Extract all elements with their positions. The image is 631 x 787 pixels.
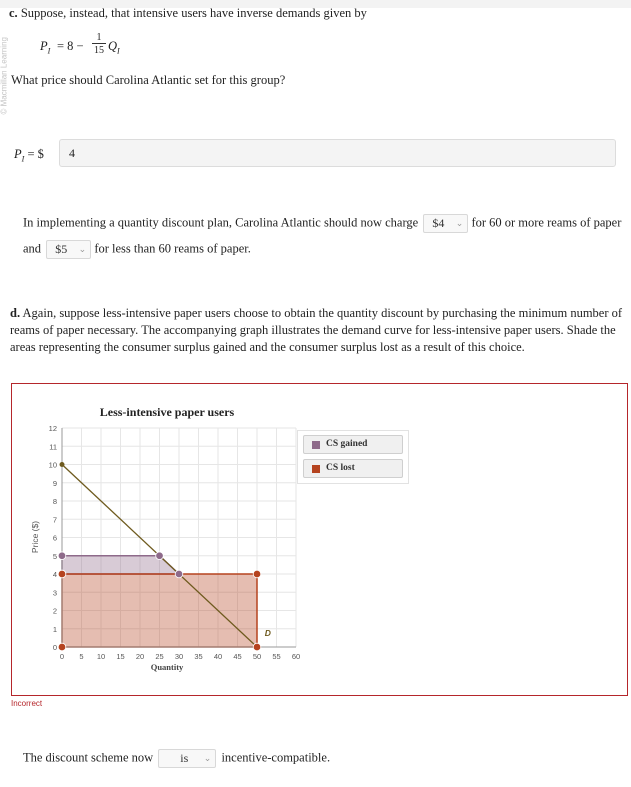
x-tick-label: 10	[96, 652, 106, 661]
part-d-label: d.	[10, 306, 21, 320]
chevron-down-icon: ⌄	[78, 244, 87, 254]
y-tick-label: 0	[52, 643, 57, 652]
incentive-sentence: The discount scheme now is ⌄ incentive-compatible.	[23, 749, 330, 768]
x-tick-label: 35	[194, 652, 203, 661]
part-c-question: What price should Carolina Atlantic set for this group?	[11, 73, 286, 87]
x-tick-label: 55	[272, 652, 281, 661]
x-tick-label: 5	[79, 652, 84, 661]
chevron-down-icon: ⌄	[203, 753, 212, 763]
demand-endpoint	[60, 462, 65, 467]
y-tick-label: 11	[49, 442, 57, 452]
small-order-price-dropdown[interactable]: $5 ⌄	[46, 240, 91, 259]
y-axis-label: Price ($)	[30, 520, 40, 554]
x-tick-label: 0	[59, 652, 65, 661]
copyright-watermark: © Macmillan Learning	[0, 37, 9, 115]
chevron-down-icon: ⌄	[455, 218, 464, 228]
y-tick-label: 1	[52, 624, 57, 634]
y-tick-label: 10	[48, 460, 57, 470]
discount-sentence-line1: In implementing a quantity discount plan, Carolina Atlantic should now charge $4 ⌄ for 60 or more reams of paper	[23, 214, 623, 233]
cs-gained-vertex-handle[interactable]	[58, 552, 66, 560]
part-d-text: d. Again, suppose less-intensive paper users choose to obtain the quantity discount by purchasing the minimum number of reams of paper necessary. The accompanying graph illustrates the demand curve for less-intensive paper users. Shade the areas representing the consumer surplus gained and the consumer surplus lost as a result of this choice.	[10, 306, 623, 354]
cs-lost-vertex-handle[interactable]	[253, 570, 261, 578]
y-tick-label: 9	[52, 478, 57, 488]
legend-panel	[297, 430, 409, 484]
legend-cs-lost[interactable]: CS lost	[303, 459, 403, 478]
cs-lost-vertex-handle[interactable]	[58, 570, 66, 578]
feedback-incorrect: Incorrect	[11, 699, 43, 708]
demand-curve-label: D	[264, 628, 271, 639]
x-tick-label: 20	[135, 652, 145, 661]
y-tick-label: 7	[52, 515, 57, 525]
x-tick-label: 30	[174, 652, 184, 661]
x-tick-label: 25	[155, 652, 164, 661]
price-answer-value: 4	[69, 146, 75, 160]
y-tick-label: 12	[48, 424, 57, 433]
cs-lost-swatch	[312, 465, 320, 473]
x-tick-label: 45	[233, 652, 242, 661]
cs-lost-vertex-handle[interactable]	[58, 643, 66, 651]
x-tick-label: 40	[213, 652, 223, 661]
large-order-price-dropdown[interactable]: $4 ⌄	[423, 214, 468, 233]
y-tick-label: 8	[52, 497, 57, 506]
x-tick-label: 60	[291, 652, 301, 661]
incentive-compatible-dropdown[interactable]: is ⌄	[158, 749, 216, 768]
x-tick-label: 50	[252, 652, 262, 661]
cs-lost-region	[62, 574, 257, 647]
x-axis-label: Quantity	[150, 662, 184, 672]
discount-sentence-line2: and $5 ⌄ for less than 60 reams of paper.	[23, 240, 251, 259]
part-c-prompt-text: Suppose, instead, that intensive users have inverse demands given by	[20, 6, 367, 20]
y-tick-label: 4	[52, 570, 57, 579]
y-tick-label: 6	[52, 533, 57, 543]
y-tick-label: 3	[52, 588, 57, 598]
y-tick-label: 2	[52, 606, 57, 616]
y-tick-label: 5	[52, 551, 57, 561]
cs-gained-vertex-handle[interactable]	[175, 570, 183, 578]
chart-title: Less-intensive paper users	[99, 405, 235, 419]
answer-label: $P_I$ = $	[14, 147, 44, 164]
cs-gained-vertex-handle[interactable]	[156, 552, 164, 560]
legend-cs-gained[interactable]: CS gained	[303, 435, 403, 454]
shaded-regions	[62, 556, 257, 647]
cs-gained-swatch	[312, 441, 320, 449]
part-c-label: c.	[9, 6, 18, 20]
cs-lost-vertex-handle[interactable]	[253, 643, 261, 651]
x-tick-label: 15	[116, 652, 125, 661]
